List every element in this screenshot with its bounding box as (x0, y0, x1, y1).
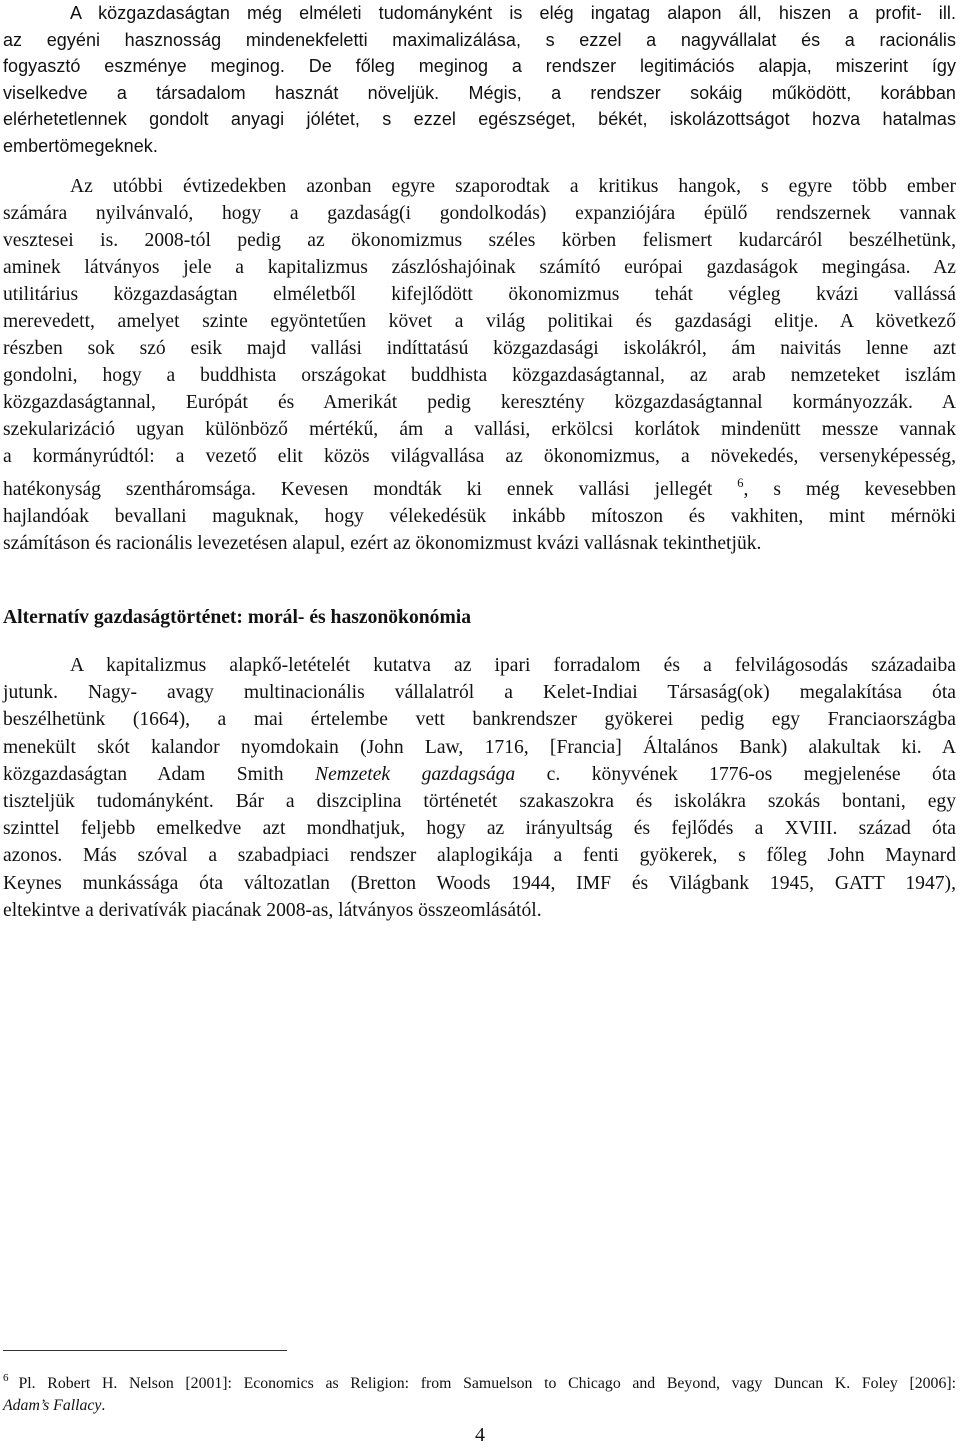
paragraph-line: jutunk. Nagy- avagy multinacionális vállalatról a Kelet-Indiai Társaság(ok) megalakítása óta (3, 682, 956, 704)
page-number: 4 (475, 1424, 485, 1446)
paragraph-line: vesztesei is. 2008-tól pedig az ökonomizmus széles körben felismert kudarcáról beszélhetünk, (3, 230, 956, 251)
paragraph-line: utilitárius közgazdaságtan elméletből kifejlődött ökonomizmus tehát végleg kvázi vallássá (3, 284, 956, 305)
paragraph-line: menekült skót kalandor nyomdokain (John Law, 1716, [Francia] Általános Bank) alakultak ki. A (3, 736, 956, 758)
paragraph-3 (3, 652, 956, 924)
paragraph-line: részben sok szó esik majd vallási indíttatású közgazdasági iskolákról, ám naivitás lenne azt (3, 338, 956, 359)
line-segment: , s még kevesebben (743, 479, 956, 500)
paragraph-line: szekularizáció ugyan különböző mértékű, ám a vallási, erkölcsi korlátok mindenütt messze vannak (3, 419, 956, 440)
paragraph-line (3, 761, 956, 788)
footnote-text-end: . (101, 1397, 106, 1414)
paragraph-line: a kormányrúdtól: a vezető elit közös világvallása az ökonomizmus, a növekedés, versenyképesség, (3, 446, 956, 467)
section-heading: Alternatív gazdaságtörténet: morál- és haszonökonómia (3, 607, 472, 628)
paragraph-line: számára nyilvánvaló, hogy a gazdaság(i gondolkodás) expanziójára épülő rendszernek vannak (3, 203, 956, 224)
paragraph-line: számításon és racionális levezetésen alapul, ezért az ökonomizmust kvázi vallásnak tekinthetjük. (3, 533, 762, 554)
paragraph-line: elérhetetlennek gondolt anyagi jólétet, s ezzel egészséget, békét, iskolázottságot hozva hatalmas (3, 109, 956, 130)
paragraph-1 (3, 0, 956, 160)
paragraph-line: A kapitalizmus alapkő-letételét kutatva az ipari forradalom és a felvilágosodás századaiba (70, 655, 956, 676)
book-title: Nemzetek gazdagsága (315, 763, 516, 785)
paragraph-line: hajlandóak bevallani maguknak, hogy vélekedésük inkább mítoszon és vakhiten, mint mérnöki (3, 506, 956, 527)
paragraph-line: azonos. Más szóval a szabadpiaci rendszer alaplogikája a fenti gyökerek, s főleg John Maynard (3, 845, 956, 867)
paragraph-line: tiszteljük tudományként. Bár a diszciplina történetét szakaszokra és iskolákra szokás bontani, egy (3, 791, 956, 813)
paragraph-line: gondolni, hogy a buddhista országokat buddhista közgazdaságtannal, az arab nemzeteket iszlám (3, 365, 956, 386)
footnote-text: Pl. Robert H. Nelson [2001]: Economics as Religion: from Samuelson to Chicago and Beyond, vagy Duncan K. Foley [2006]: (18, 1375, 956, 1392)
paragraph-line: az egyéni hasznosság mindenekfeletti maximalizálása, s ezzel a nagyvállalat és a racionális (3, 29, 956, 50)
paragraph-line: beszélhetünk (1664), a mai értelembe vett bankrendszer gyökerei pedig egy Franciaországba (3, 709, 956, 731)
footnote-number: 6 (3, 1372, 9, 1384)
paragraph-2 (3, 173, 956, 557)
footnote-line (3, 1367, 956, 1395)
paragraph-line: fogyasztó eszménye meginog. De főleg meginog a rendszer legitimációs alapja, miszerint így (3, 56, 956, 77)
footnote-reference[interactable]: 6 (737, 476, 744, 490)
footnote-separator (3, 1350, 287, 1351)
line-segment: közgazdaságtan Adam Smith (3, 763, 316, 785)
footnote-line (3, 1395, 956, 1417)
paragraph-line: embertömegeknek. (3, 135, 158, 156)
paragraph-line: Az utóbbi évtizedekben azonban egyre szaporodtak a kritikus hangok, s egyre több ember (70, 176, 956, 197)
paragraph-line: Keynes munkássága óta változatlan (Bretton Woods 1944, IMF és Világbank 1945, GATT 1947), (3, 872, 956, 894)
paragraph-line: aminek látványos jele a kapitalizmus zászlóshajóinak számító európai gazdaságok megingása. Az (3, 257, 956, 278)
paragraph-line (3, 470, 956, 503)
paragraph-line: eltekintve a derivatívák piacának 2008-as, látványos összeomlásától. (3, 899, 542, 921)
line-segment: hatékonyság szentháromsága. Kevesen mondták ki ennek vallási jellegét (3, 479, 713, 500)
footnote-book-title: Adam’s Fallacy (3, 1397, 102, 1414)
footnote (3, 1367, 956, 1417)
paragraph-line: A közgazdaságtan még elméleti tudományként is elég ingatag alapon áll, hiszen a profit- ill. (70, 3, 956, 23)
paragraph-line: közgazdaságtannal, Európát és Amerikát pedig keresztény közgazdaságtannal kormányozzák. A (3, 392, 956, 413)
paragraph-line: viselkedve a társadalom hasznát növeljük. Mégis, a rendszer sokáig működött, korábban (3, 82, 956, 103)
line-segment: c. könyvének 1776-os megjelenése óta (515, 763, 956, 785)
paragraph-line: szinttel feljebb emelkedve azt mondhatjuk, hogy az irányultság és fejlődés a XVIII. század óta (3, 818, 956, 840)
paragraph-line: merevedett, amelyet szinte egyöntetűen követ a világ politikai és gazdasági elitje. A következő (3, 311, 956, 332)
